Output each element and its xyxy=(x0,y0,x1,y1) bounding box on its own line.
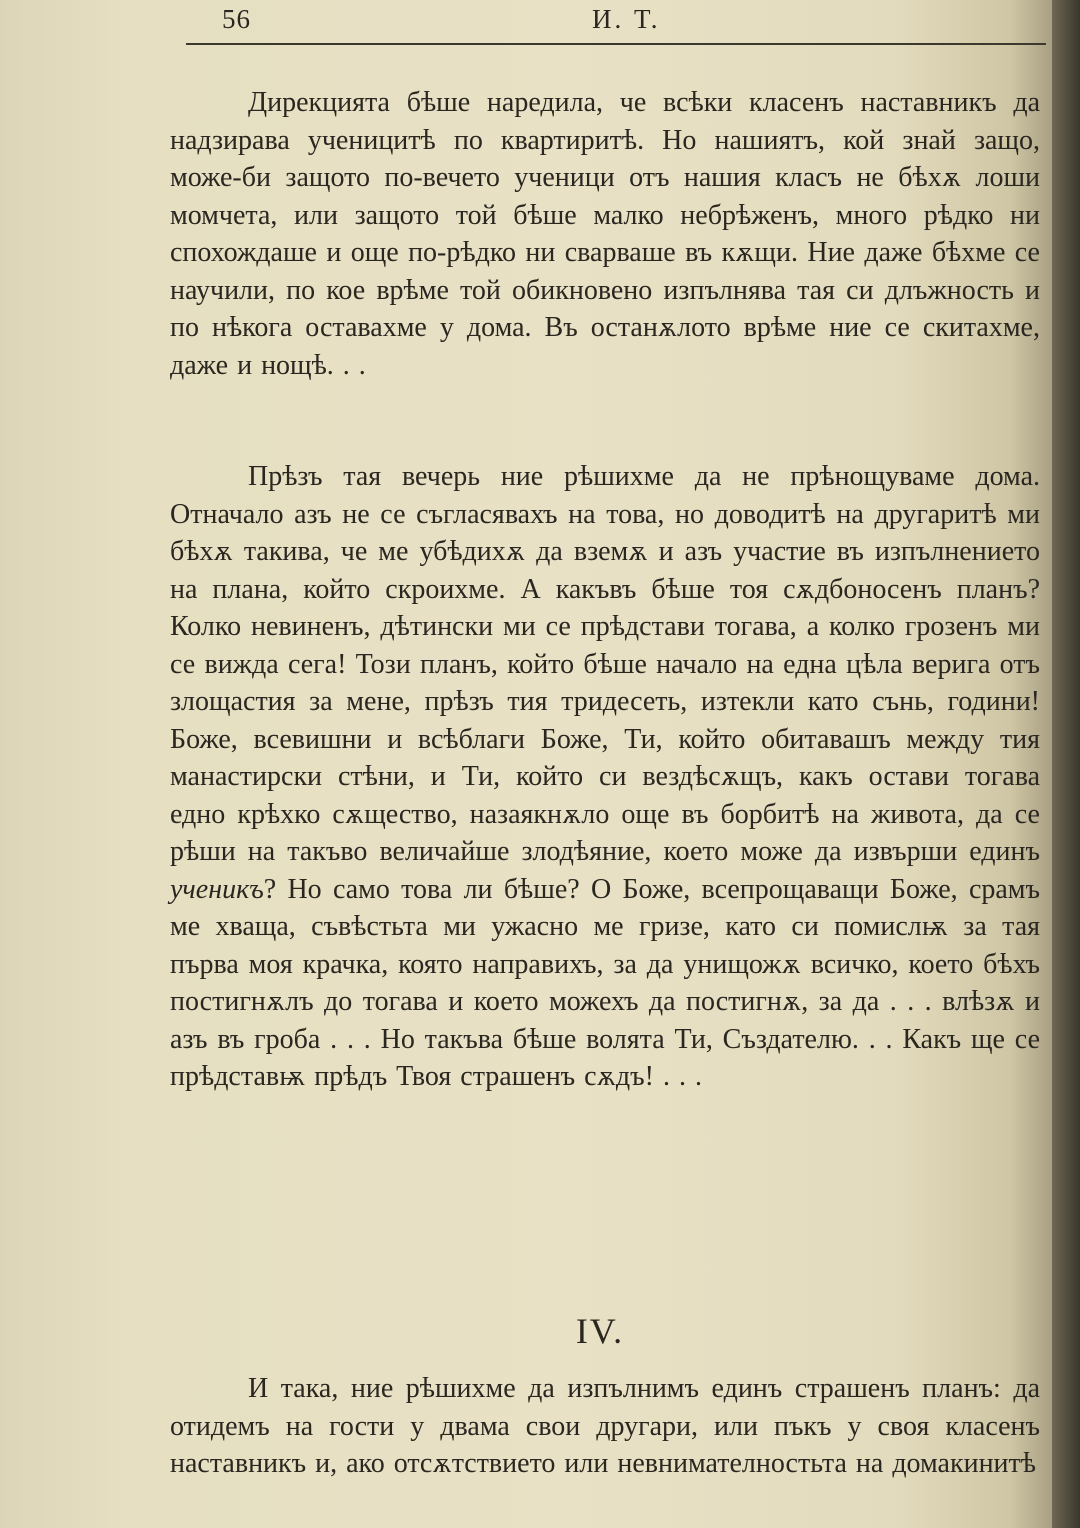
chapter-heading: IV. xyxy=(575,1311,625,1351)
paragraph-2-text xyxy=(170,458,1040,1096)
page-number: 56 xyxy=(222,4,251,34)
paragraph-2-italic-word: ученикъ xyxy=(170,873,264,905)
paragraph-2-part-2: ? Но само това ли бѣше? О Боже, всепрощаващи Боже, срамъ ме хваща, съвѣстьта ми ужасно ме гризе, като си помислѭ за тая първа моя крачка, която направихъ, за да унищожѫ всичко, което бѣхъ постигнѫлъ до тогава и което можехъ да постигнѫ, за да . . . влѣзѫ и азъ въ гроба . . . Но такъва бѣше волята Ти, Създателю. . . Какъ ще се прѣдставѭ прѣдъ Твоя страшенъ сѫдъ! . . . xyxy=(170,873,1040,1092)
running-head: И. Т. xyxy=(592,4,661,34)
paragraph-2-part-1: Прѣзъ тая вечерь ние рѣшихме да не прѣнощуваме дома. Отначало азъ не се съгласявахъ на това, но доводитѣ на другаритѣ ми бѣхѫ такива, че ме убѣдихѫ да вземѫ и азъ участие въ изпълнението на плана, който скроихме. А какъвъ бѣше тоя сѫдбоносенъ планъ? Колко невиненъ, дѣтински ми се прѣдстави тогава, а колко грозенъ ми се вижда сега! Този планъ, който бѣше начало на една цѣла верига отъ злощастия за мене, прѣзъ тия тридесеть, изтекли като сънь, години! Боже, всевишни и всѣблаги Боже, Ти, който обитавашъ между тия манастирски стѣни, и Ти, който си вездѣсѫщъ, какъ остави тогава едно крѣхко сѫщество, назаякнѫло още въ борбитѣ на живота, да се рѣши на такъво величайше злодѣяние, което може да извърши единъ xyxy=(170,461,1040,867)
paragraph-2 xyxy=(170,458,1040,1096)
paragraph-3 xyxy=(170,1370,1040,1483)
paragraph-1-text: Дирекцията бѣше наредила, че всѣки класенъ наставникъ да надзирава ученицитѣ по квартиритѣ. Но нашиятъ, кой знай защо, може-би защото по-вечето ученици отъ нашия класъ не бѣхѫ лоши момчета, или защото той бѣше малко небрѣженъ, много рѣдко ни спохождаше и още по-рѣдко ни сварваше въ кѫщи. Ние даже бѣхме се научили, по кое врѣме той обикновено изпълнява тая си длъжность и по нѣкога оставахме у дома. Въ останѫлото врѣме ние се скитахме, даже и нощѣ. . . xyxy=(170,87,1040,381)
header-rule xyxy=(186,43,1046,45)
paragraph-3-text: И така, ние рѣшихме да изпълнимъ единъ страшенъ планъ: да отидемъ на гости у двама свои другари, или пъкъ у своя класенъ наставникъ и, ако отсѫтствието или невнимателностьта на домакинитѣ xyxy=(170,1373,1040,1479)
page-edge-shadow xyxy=(1052,0,1080,1528)
page-header xyxy=(186,0,1042,42)
paragraph-1 xyxy=(170,84,1040,384)
